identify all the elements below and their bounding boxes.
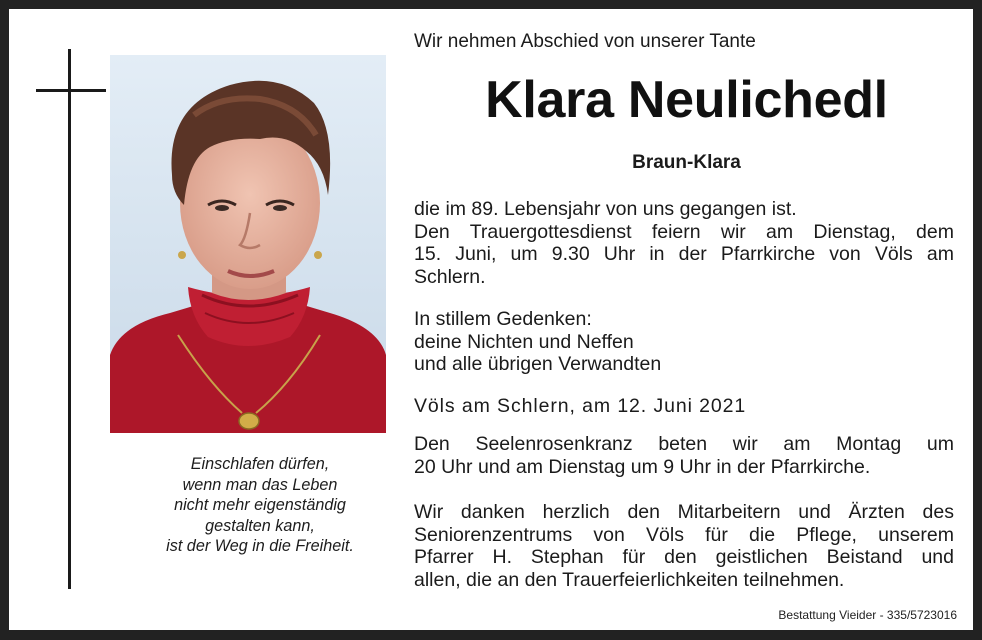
text-line: und alle übrigen Verwandten	[414, 353, 662, 375]
place-date: Völs am Schlern, am 12. Juni 2021	[414, 395, 747, 417]
quote-line: gestalten kann,	[205, 516, 315, 535]
memorial-quote	[110, 454, 410, 557]
text-line: 15. Juni, um 9.30 Uhr in der Pfarrkirche von Völs am	[414, 243, 954, 265]
intro-line: Wir nehmen Abschied von unserer Tante	[414, 31, 756, 52]
text-line: deine Nichten und Neffen	[414, 330, 634, 353]
quote-line: wenn man das Leben	[182, 475, 338, 494]
funeral-home-credit: Bestattung Vieider - 335/5723016	[778, 608, 957, 622]
text-line: Wir danken herzlich den Mitarbeitern und Ärzten des	[414, 501, 954, 523]
quote-line: Einschlafen dürfen,	[190, 455, 330, 473]
cross-icon-vertical	[68, 49, 71, 589]
text-line: Seniorenzentrums von Völs für die Pflege, unserem	[414, 523, 954, 546]
death-announcement	[414, 198, 954, 288]
text-line: Den Seelenrosenkranz beten wir am Montag um	[414, 433, 954, 455]
deceased-name: Klara Neulichedl	[485, 71, 888, 129]
text-line: die im 89. Lebensjahr von uns gegangen ist.	[414, 198, 797, 220]
portrait-photo	[110, 55, 386, 433]
text-line: 20 Uhr und am Dienstag um 9 Uhr in der Pfarrkirche.	[414, 455, 871, 478]
text-line: Den Trauergottesdienst feiern wir am Dienstag, dem	[414, 220, 954, 243]
text-line: Schlern.	[414, 265, 486, 288]
text-line: In stillem Gedenken:	[414, 308, 592, 330]
nickname: Braun-Klara	[632, 152, 741, 173]
thanks-paragraph	[414, 501, 954, 591]
text-line: Pfarrer H. Stephan für den geistlichen Beistand und	[414, 546, 954, 568]
cross-icon-horizontal	[36, 89, 106, 92]
quote-line: nicht mehr eigenständig	[174, 496, 346, 514]
rosary-notice	[414, 433, 954, 478]
text-line: allen, die an den Trauerfeierlichkeiten teilnehmen.	[414, 568, 845, 591]
mourners-list	[414, 308, 954, 376]
quote-line: ist der Weg in die Freiheit.	[166, 537, 354, 555]
